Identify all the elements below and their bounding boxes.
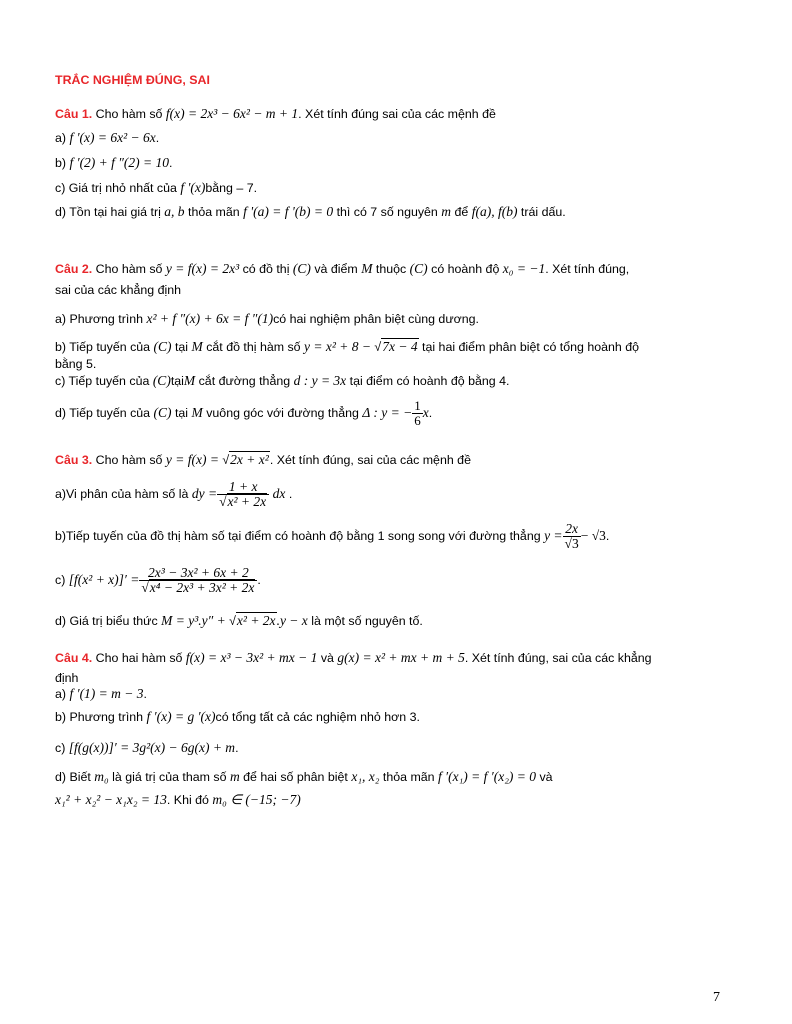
q3-intro: Câu 3. Cho hàm số y = f(x) = √2x + x². Xét tính đúng, sai của các mệnh đề — [55, 452, 471, 467]
q3-option-b: b)Tiếp tuyến của đồ thị hàm số tại điểm có hoành độ bằng 1 song song với đường thẳng y = $\frac{2x}{√3}$ − √3. — [55, 521, 610, 552]
page-number: 7 — [713, 990, 720, 1005]
q4-intro-line2: định — [55, 671, 79, 685]
q4-option-b: b) Phương trình f ′(x) = g ′(x)có tổng tất cả các nghiệm nhỏ hơn 3. — [55, 709, 420, 724]
q4-option-a: a) f ′(1) = m − 3. — [55, 686, 147, 701]
q2-label: Câu 2. — [55, 262, 93, 276]
q2-intro-line2: sai của các khẳng định — [55, 283, 182, 297]
q3-label: Câu 3. — [55, 453, 93, 467]
q2-intro: Câu 2. Cho hàm số y = f(x) = 2x³ có đồ thị (C) và điểm M thuộc (C) có hoành độ x₀ = −1. Xét tính đúng, — [55, 261, 630, 276]
q1-option-a: a) f '(x) = 6x² − 6x. — [55, 130, 160, 145]
q4-option-d: d) Biết m₀ là giá trị của tham số m để hai số phân biệt x₁, x₂ thỏa mãn f ′(x₁) = f ′(x₂) = 0 và — [55, 769, 553, 784]
q4-option-c: c) [f(g(x))]′ = 3g²(x) − 6g(x) + m. — [55, 740, 239, 755]
q4-label: Câu 4. — [55, 651, 93, 665]
q3-option-a: a)Vi phân của hàm số là dy = $\frac{1 + x}{\text{√x² + 2x}}$ dx . — [55, 479, 293, 510]
q2-option-d: d) Tiếp tuyến của (C) tại M vuông góc với đường thẳng Δ : y = − $\frac{1}{6}$ x. — [55, 398, 433, 429]
section-heading: TRẮC NGHIỆM ĐÚNG, SAI — [55, 73, 210, 87]
q3-option-d: d) Giá trị biểu thức M = y³.y″ + √x² + 2x.y − x là một số nguyên tố. — [55, 613, 423, 628]
q2-option-b-line2: bằng 5. — [55, 357, 97, 371]
q1-intro: Câu 1. Cho hàm số f(x) = 2x³ − 6x² − m + 1. Xét tính đúng sai của các mệnh đề — [55, 106, 496, 121]
q2-option-a: a) Phương trình x² + f ″(x) + 6x = f ″(1)có hai nghiệm phân biệt cùng dương. — [55, 311, 479, 326]
q1-function: f(x) = 2x³ − 6x² − m + 1 — [165, 106, 299, 121]
q1-label: Câu 1. — [55, 107, 93, 121]
q2-option-c: c) Tiếp tuyến của (C)tạiM cắt đường thẳng d : y = 3x tại điểm có hoành độ bằng 4. — [55, 373, 510, 388]
q2-option-b: b) Tiếp tuyến của (C) tại M cắt đồ thị hàm số y = x² + 8 − √7x − 4 tại hai điểm phân biệt có tổng hoành độ — [55, 339, 640, 354]
q3-option-c: c) [f(x² + x)]′ = $\frac{\text{2x³ − 3x² + 6x + 2}}{\text{√x⁴ − 2x³ + 3x² + 2x}}$ . — [55, 565, 261, 596]
q4-option-d-line2: x₁² + x₂² − x₁x₂ = 13. Khi đó m₀ ∈ (−15; −7) — [55, 792, 301, 807]
q4-intro: Câu 4. Cho hai hàm số f(x) = x³ − 3x² + mx − 1 và g(x) = x² + mx + m + 5. Xét tính đúng, sai của các khẳng — [55, 650, 652, 665]
q1-option-d: d) Tồn tại hai giá trị a, b thỏa mãn f '(a) = f '(b) = 0 thì có 7 số nguyên m để f(a), f(b) trái dấu. — [55, 204, 566, 219]
q1-option-b: b) f ′(2) + f ″(2) = 10. — [55, 155, 173, 170]
q1-option-c: c) Giá trị nhỏ nhất của f '(x)bằng – 7. — [55, 180, 258, 195]
